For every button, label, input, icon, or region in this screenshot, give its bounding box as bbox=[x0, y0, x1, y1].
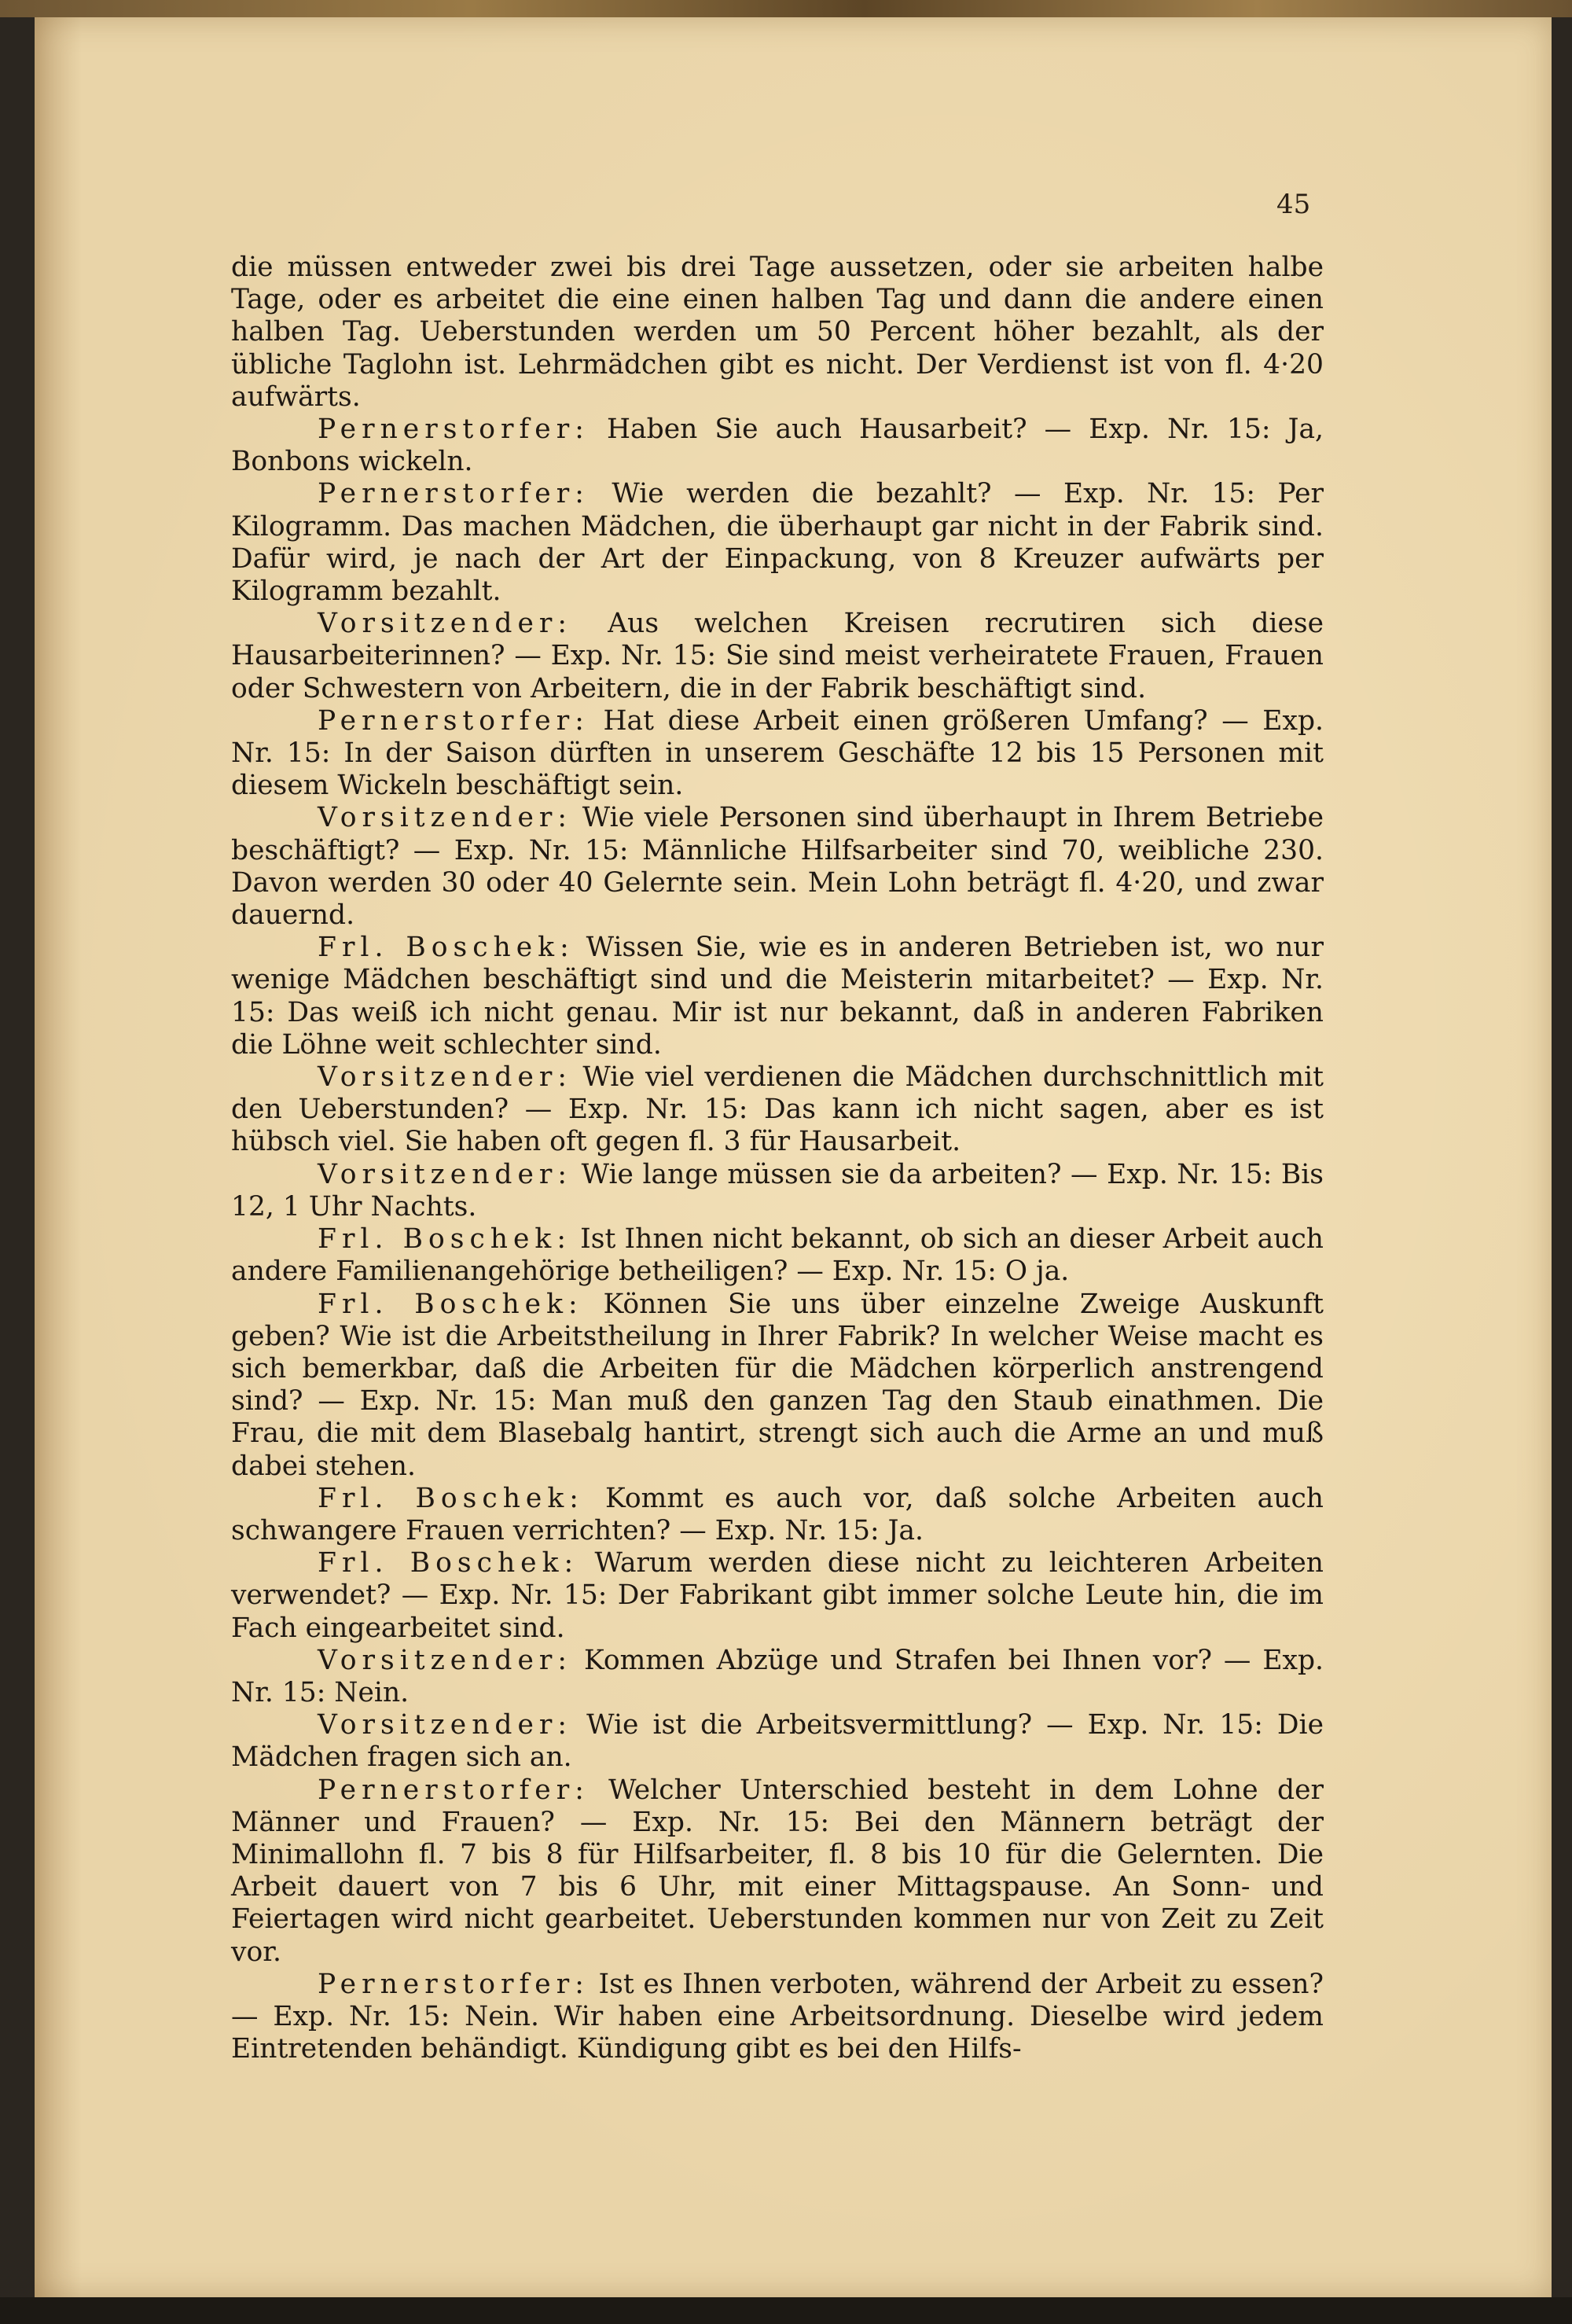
paragraph bbox=[231, 1223, 1324, 1288]
page-number: 45 bbox=[1276, 189, 1311, 220]
paragraph bbox=[231, 705, 1324, 803]
speaker-name: Vorsitzender: bbox=[318, 1644, 573, 1676]
paragraph-text: Wie viele Personen sind überhaupt in Ihrem Betriebe beschäftigt? — Exp. Nr. 15: Männliche Hilfsarbeiter sind 70, weibliche 230. Davon werden 30 oder 40 Gelernte sein. Mein Lohn beträgt fl. 4·20, und zwar dauernd. bbox=[231, 802, 1324, 932]
speaker-name: Vorsitzender: bbox=[318, 802, 573, 834]
paragraph-text: Aus welchen Kreisen recrutiren sich diese Hausarbeiterinnen? — Exp. Nr. 15: Sie sind meist verheiratete Frauen, Frauen oder Schwestern von Arbeitern, die in der Fabrik beschäftigt sind. bbox=[231, 608, 1324, 704]
speaker-name: Frl. Boschek: bbox=[318, 932, 575, 964]
speaker-name: Pernerstorfer: bbox=[318, 414, 590, 446]
scan-top-edge bbox=[0, 0, 1572, 17]
paragraph bbox=[231, 1709, 1324, 1774]
paragraph bbox=[231, 1645, 1324, 1709]
paragraph-text: Warum werden diese nicht zu leichteren Arbeiten verwendet? — Exp. Nr. 15: Der Fabrikant gibt immer solche Leute hin, die im Fach eingearbeitet sind. bbox=[231, 1547, 1324, 1644]
speaker-name: Pernerstorfer: bbox=[318, 1968, 590, 2000]
paragraph-text: Wie ist die Arbeitsvermittlung? — Exp. Nr. 15: Die Mädchen fragen sich an. bbox=[231, 1709, 1324, 1774]
paragraph-text: die müssen entweder zwei bis drei Tage aussetzen, oder sie arbeiten halbe Tage, oder es arbeitet die eine einen halben Tag und dann die andere einen halben Tag. Ueberstunden werden um 50 Percent höher bezahlt, als der übliche Taglohn ist. Lehrmädchen gibt es nicht. Der Verdienst ist von fl. 4·20 aufwärts. bbox=[231, 252, 1324, 413]
paragraph-text: Welcher Unterschied besteht in dem Lohne der Männer und Frauen? — Exp. Nr. 15: Bei den Männern beträgt der Minimallohn fl. 7 bis 8 für Hilfsarbeiter, fl. 8 bis 10 für die Gelernten. Die Arbeit dauert von 7 bis 6 Uhr, mit einer Mittagspause. An Sonn- und Feiertagen wird nicht gearbeitet. Ueberstunden kommen nur von Zeit zu Zeit vor. bbox=[231, 1774, 1324, 1968]
paragraph bbox=[231, 1547, 1324, 1645]
speaker-name: Pernerstorfer: bbox=[318, 478, 590, 510]
paragraph bbox=[231, 252, 1324, 414]
speaker-name: Frl. Boschek: bbox=[318, 1547, 579, 1579]
speaker-name: Frl. Boschek: bbox=[318, 1223, 571, 1256]
paragraph bbox=[231, 1159, 1324, 1223]
body-text bbox=[231, 252, 1324, 2065]
paragraph-text: Kommt es auch vor, daß solche Arbeiten auch schwangere Frauen verrichten? — Exp. Nr. 15: Ja. bbox=[231, 1482, 1324, 1546]
paragraph-text: Wie werden die bezahlt? — Exp. Nr. 15: Per Kilogramm. Das machen Mädchen, die überhaupt gar nicht in der Fabrik sind. Dafür wird, je nach der Art der Einpackung, von 8 Kreuzer aufwärts per Kilogramm bezahlt. bbox=[231, 478, 1324, 608]
paragraph bbox=[231, 1483, 1324, 1547]
paragraph bbox=[231, 932, 1324, 1061]
speaker-name: Vorsitzender: bbox=[318, 1709, 573, 1741]
speaker-name: Vorsitzender: bbox=[318, 1158, 573, 1190]
paragraph bbox=[231, 414, 1324, 478]
speaker-name: Pernerstorfer: bbox=[318, 1774, 590, 1806]
scan-bottom-edge bbox=[0, 2297, 1572, 2324]
paragraph-text: Wissen Sie, wie es in anderen Betrieben ist, wo nur wenige Mädchen beschäftigt sind und die Meisterin mitarbeitet? — Exp. Nr. 15: Das weiß ich nicht genau. Mir ist nur bekannt, daß in anderen Fabriken die Löhne weit schlechter sind. bbox=[231, 932, 1324, 1061]
paragraph-text: Ist Ihnen nicht bekannt, ob sich an dieser Arbeit auch andere Familienangehörige betheiligen? — Exp. Nr. 15: O ja. bbox=[231, 1223, 1324, 1288]
paragraph-text: Können Sie uns über einzelne Zweige Auskunft geben? Wie ist die Arbeitstheilung in Ihrer Fabrik? In welcher Weise macht es sich bemerkbar, daß die Arbeiten für die Mädchen körperlich anstrengend sind? — Exp. Nr. 15: Man muß den ganzen Tag den Staub einathmen. Die Frau, die mit dem Blasebalg hantirt, strengt sich auch die Arme an und muß dabei stehen. bbox=[231, 1288, 1324, 1482]
paragraph bbox=[231, 608, 1324, 705]
speaker-name: Frl. Boschek: bbox=[318, 1482, 584, 1514]
paragraph-text: Wie viel verdienen die Mädchen durchschnittlich mit den Ueberstunden? — Exp. Nr. 15: Das kann ich nicht sagen, aber es ist hübsch viel. Sie haben oft gegen fl. 3 für Hausarbeit. bbox=[231, 1061, 1324, 1158]
paragraph bbox=[231, 478, 1324, 608]
paragraph bbox=[231, 802, 1324, 932]
speaker-name: Vorsitzender: bbox=[318, 608, 573, 640]
speaker-name: Frl. Boschek: bbox=[318, 1288, 583, 1320]
paragraph bbox=[231, 1774, 1324, 1969]
paragraph-text: Wie lange müssen sie da arbeiten? — Exp. Nr. 15: Bis 12, 1 Uhr Nachts. bbox=[231, 1158, 1324, 1223]
paragraph-text: Kommen Abzüge und Strafen bei Ihnen vor? — Exp. Nr. 15: Nein. bbox=[231, 1644, 1324, 1708]
speaker-name: Pernerstorfer: bbox=[318, 704, 590, 737]
speaker-name: Vorsitzender: bbox=[318, 1061, 573, 1094]
paragraph-text: Hat diese Arbeit einen größeren Umfang? — Exp. Nr. 15: In der Saison dürften in unserem Geschäfte 12 bis 15 Personen mit diesem Wickeln beschäftigt sein. bbox=[231, 704, 1324, 802]
paragraph bbox=[231, 1289, 1324, 1483]
paragraph bbox=[231, 1969, 1324, 2066]
paragraph-text: Ist es Ihnen verboten, während der Arbeit zu essen? — Exp. Nr. 15: Nein. Wir haben eine Arbeitsordnung. Dieselbe wird jedem Eintretenden behändigt. Kündigung gibt es bei den Hilfs- bbox=[231, 1968, 1324, 2065]
paragraph-text: Haben Sie auch Hausarbeit? — Exp. Nr. 15: Ja, Bonbons wickeln. bbox=[231, 414, 1324, 478]
document-page bbox=[35, 17, 1552, 2297]
paragraph bbox=[231, 1061, 1324, 1159]
